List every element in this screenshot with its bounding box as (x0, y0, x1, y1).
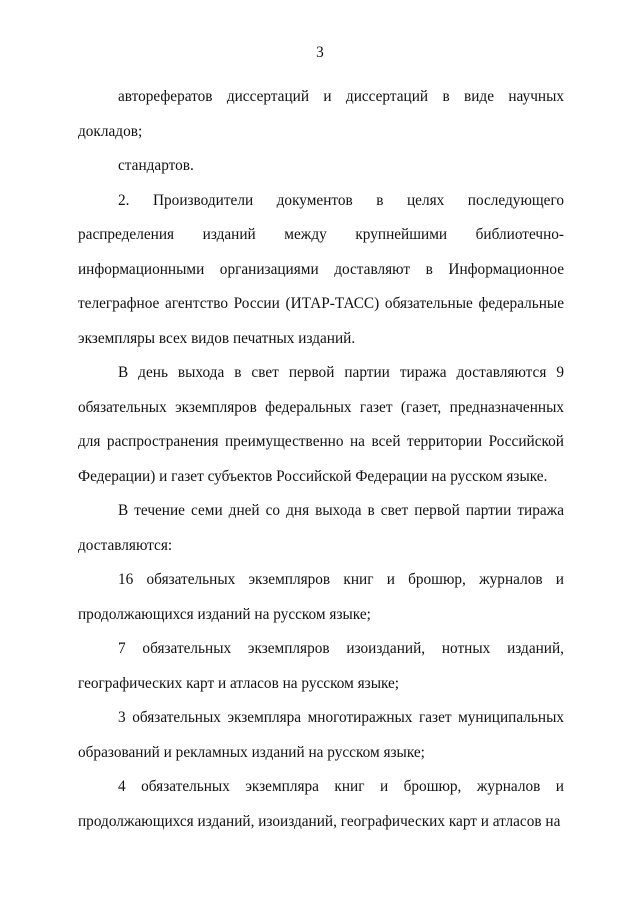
paragraph-7-copies: 7 обязательных экземпляров изоизданий, нотных изданий, географических карт и атласов на русском языке; (78, 640, 564, 692)
paragraph-seven-days: В течение семи дней со дня выхода в свет первой партии тиража доставляются: (78, 502, 564, 554)
paragraph-4-copies: 4 обязательных экземпляра книг и брошюр, журналов и продолжающихся изданий, изоизданий, географических карт и атласов на (78, 778, 564, 830)
page-number: 3 (316, 44, 324, 61)
paragraph-item-2: 2. Производители документов в целях последующего распределения изданий между крупнейшими библиотечно-информационными организациями доставляют в Информационное телеграфное агентство России (ИТАР-ТАСС) обязательные федеральные экземпляры всех видов печатных изданий. (78, 191, 564, 347)
document-body (78, 80, 564, 839)
paragraph-3-copies: 3 обязательных экземпляра многотиражных газет муниципальных образований и рекламных изданий на русском языке; (78, 709, 564, 761)
paragraph-abstracts: авторефератов диссертаций и диссертаций в виде научных докладов; (78, 88, 564, 140)
paragraph-16-copies: 16 обязательных экземпляров книг и брошюр, журналов и продолжающихся изданий на русском языке; (78, 571, 564, 623)
paragraph-newspapers: В день выхода в свет первой партии тиража доставляются 9 обязательных экземпляров федеральных газет (газет, предназначенных для распространения преимущественно на всей территории Российской Федерации) и газет субъектов Российской Федерации на русском языке. (78, 364, 564, 485)
paragraph-standards: стандартов. (118, 157, 194, 174)
